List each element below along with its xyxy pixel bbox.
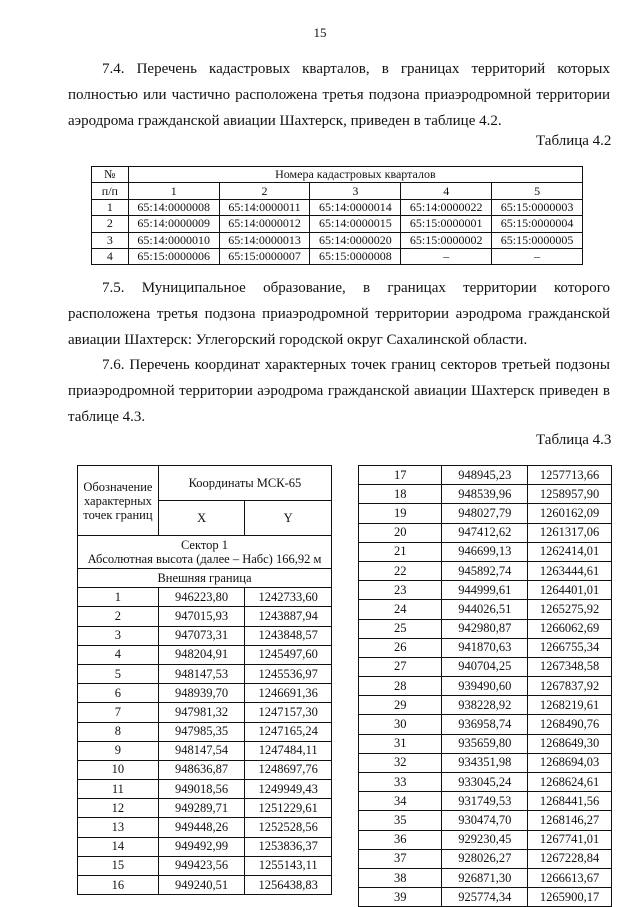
table-cell: 929230,45 [442, 830, 528, 849]
table-cell: 18 [359, 485, 442, 504]
table-cell: 948204,91 [158, 645, 245, 664]
t43-left-row [78, 799, 332, 818]
table-cell: 926871,30 [442, 868, 528, 887]
table-cell: 65:15:0000006 [128, 248, 219, 264]
t43-right-row [359, 542, 612, 561]
table-cell: 1268624,61 [528, 773, 612, 792]
table-cell: 1242733,60 [245, 588, 332, 607]
table-cell: 1247157,30 [245, 703, 332, 722]
t43-right-row [359, 466, 612, 485]
table-cell: 65:15:0000008 [310, 248, 401, 264]
table-cell: 947981,32 [158, 703, 245, 722]
table-cell: 7 [78, 703, 159, 722]
table-cell: 949018,56 [158, 780, 245, 799]
table-cell: 65:15:0000002 [401, 232, 492, 248]
table-cell: 934351,98 [442, 753, 528, 772]
table-cell: 1257713,66 [528, 466, 612, 485]
table-cell: 25 [359, 619, 442, 638]
table-cell: 1263444,61 [528, 561, 612, 580]
table-cell: 945892,74 [442, 561, 528, 580]
t43-right-row [359, 657, 612, 676]
table-cell: 1267741,01 [528, 830, 612, 849]
table-cell: 65:14:0000008 [128, 199, 219, 215]
table-cell: 1260162,09 [528, 504, 612, 523]
table-cell: – [492, 248, 583, 264]
table-cell: 1 [78, 588, 159, 607]
table-cell: 940704,25 [442, 657, 528, 676]
table-cell: 949492,99 [158, 837, 245, 856]
t43-left-row [78, 760, 332, 779]
table-4-3-right [358, 465, 612, 907]
table-cell: 928026,27 [442, 849, 528, 868]
table-cell: 942980,87 [442, 619, 528, 638]
table-cell: 35 [359, 811, 442, 830]
table-cell: 1268219,61 [528, 696, 612, 715]
table-cell: 941870,63 [442, 638, 528, 657]
table-cell: 1245497,60 [245, 645, 332, 664]
t43-left-row [78, 837, 332, 856]
t43-left-row [78, 684, 332, 703]
table-cell: 17 [359, 466, 442, 485]
table-cell: 65:15:0000005 [492, 232, 583, 248]
table-cell: 16 [78, 876, 159, 895]
paragraph-7-4-text: 7.4. Перечень кадастровых кварталов, в границах территорий которых полностью или частично расположена третья подзона приаэродромной территории аэродрома гражданской авиации Шахтерск, приведен в таблице 4.2. [68, 61, 610, 129]
table-cell: 948945,23 [442, 466, 528, 485]
t43-right-row [359, 638, 612, 657]
table-cell: 948027,79 [442, 504, 528, 523]
table-cell: 1262414,01 [528, 542, 612, 561]
table-cell: 1 [92, 199, 129, 215]
table-cell: 65:14:0000012 [219, 216, 310, 232]
table-cell: 65:14:0000010 [128, 232, 219, 248]
table-cell: 930474,70 [442, 811, 528, 830]
table-cell: 3 [92, 232, 129, 248]
table-cell: 1268441,56 [528, 792, 612, 811]
t42-row [92, 248, 583, 264]
table-cell: 1265900,17 [528, 888, 612, 907]
t43-right-body [359, 466, 612, 907]
t43-left-row [78, 856, 332, 875]
table-cell: 1251229,61 [245, 799, 332, 818]
table-cell: 947015,93 [158, 607, 245, 626]
table-cell: 1258957,90 [528, 485, 612, 504]
t43-left-row [78, 780, 332, 799]
table-cell: 949423,56 [158, 856, 245, 875]
t42-row [92, 232, 583, 248]
table-cell: 1247484,11 [245, 741, 332, 760]
t43-right-row [359, 773, 612, 792]
table-cell: 2 [92, 216, 129, 232]
table-cell: 32 [359, 753, 442, 772]
table-cell: 936958,74 [442, 715, 528, 734]
table-cell: 14 [78, 837, 159, 856]
table-cell: 1248697,76 [245, 760, 332, 779]
t43-left-row [78, 588, 332, 607]
table-cell: 1249949,43 [245, 780, 332, 799]
t43-left-row [78, 741, 332, 760]
table-cell: 22 [359, 561, 442, 580]
table-4-2 [91, 166, 583, 265]
table-cell: 29 [359, 696, 442, 715]
paragraph-7-6-text: 7.6. Перечень координат характерных точек границ секторов третьей подзоны приаэродромной территории аэродрома гражданской авиации Шахтерск приведен в таблице 4.3. [68, 357, 610, 425]
t43-right-row [359, 811, 612, 830]
table-cell: 27 [359, 657, 442, 676]
t43-right-row [359, 715, 612, 734]
t43-right-row [359, 849, 612, 868]
table-cell: 65:14:0000013 [219, 232, 310, 248]
table-cell: 65:14:0000009 [128, 216, 219, 232]
table-cell: 24 [359, 600, 442, 619]
t43-left-body [78, 588, 332, 895]
table-cell: 36 [359, 830, 442, 849]
table-cell: 1268649,30 [528, 734, 612, 753]
table-cell: 1267837,92 [528, 677, 612, 696]
table-cell: 1245536,97 [245, 664, 332, 683]
table-cell: 11 [78, 780, 159, 799]
t43-right-row [359, 523, 612, 542]
t43-left-row [78, 626, 332, 645]
table-cell: 65:14:0000022 [401, 199, 492, 215]
table-cell: 1266755,34 [528, 638, 612, 657]
table-cell: 1255143,11 [245, 856, 332, 875]
paragraph-7-4 [68, 56, 610, 134]
table-cell: 944026,51 [442, 600, 528, 619]
table-cell: 1243848,57 [245, 626, 332, 645]
t43-header-y: Y [245, 501, 332, 536]
t43-right-row [359, 734, 612, 753]
t42-header-num-2: п/п [92, 183, 129, 199]
table-cell: 65:15:0000003 [492, 199, 583, 215]
table-cell: 938228,92 [442, 696, 528, 715]
t43-right-row [359, 485, 612, 504]
t43-boundary: Внешняя граница [78, 569, 332, 588]
table-cell: 949240,51 [158, 876, 245, 895]
t42-row [92, 216, 583, 232]
t43-left-row [78, 664, 332, 683]
t42-col-header: 4 [401, 183, 492, 199]
table-cell: 1261317,06 [528, 523, 612, 542]
t43-right-row [359, 696, 612, 715]
t42-col-header: 3 [310, 183, 401, 199]
t43-right-row [359, 830, 612, 849]
table-cell: 948939,70 [158, 684, 245, 703]
t43-right-row [359, 581, 612, 600]
table-cell: 1264401,01 [528, 581, 612, 600]
table-cell: 1256438,83 [245, 876, 332, 895]
table-cell: 1267348,58 [528, 657, 612, 676]
table-cell: 949448,26 [158, 818, 245, 837]
table-cell: 12 [78, 799, 159, 818]
table-cell: 933045,24 [442, 773, 528, 792]
table-cell: 65:15:0000007 [219, 248, 310, 264]
table-cell: 1266062,69 [528, 619, 612, 638]
table-4-3-left [77, 465, 332, 895]
t43-right-row [359, 868, 612, 887]
table-cell: 1246691,36 [245, 684, 332, 703]
t43-right-row [359, 561, 612, 580]
t42-col-header: 2 [219, 183, 310, 199]
table-cell: 946223,80 [158, 588, 245, 607]
t42-header-num-1: № [92, 167, 129, 183]
table-cell: 21 [359, 542, 442, 561]
table-cell: 948147,53 [158, 664, 245, 683]
t43-left-row [78, 876, 332, 895]
table-cell: 1268694,03 [528, 753, 612, 772]
table-cell: 15 [78, 856, 159, 875]
table-cell: 1267228,84 [528, 849, 612, 868]
table-cell: 65:14:0000011 [219, 199, 310, 215]
table-cell: 38 [359, 868, 442, 887]
table-cell: 28 [359, 677, 442, 696]
table-cell: 6 [78, 684, 159, 703]
table-cell: 1268146,27 [528, 811, 612, 830]
table-cell: 65:15:0000001 [401, 216, 492, 232]
table-cell: 948636,87 [158, 760, 245, 779]
t42-header-group: Номера кадастровых кварталов [128, 167, 582, 183]
t43-sector [78, 536, 332, 569]
table-cell: – [401, 248, 492, 264]
table-cell: 2 [78, 607, 159, 626]
table-cell: 4 [78, 645, 159, 664]
table-cell: 1266613,67 [528, 868, 612, 887]
table-cell: 65:15:0000004 [492, 216, 583, 232]
table-cell: 946699,13 [442, 542, 528, 561]
table-cell: 26 [359, 638, 442, 657]
table-cell: 8 [78, 722, 159, 741]
table-cell: 30 [359, 715, 442, 734]
table-cell: 944999,61 [442, 581, 528, 600]
t43-left-row [78, 607, 332, 626]
table-cell: 925774,34 [442, 888, 528, 907]
t43-right-row [359, 888, 612, 907]
t43-header-coords: Координаты МСК-65 [158, 466, 331, 501]
t43-header-x: X [158, 501, 245, 536]
t42-body [92, 199, 583, 265]
table-cell: 935659,80 [442, 734, 528, 753]
table-cell: 947412,62 [442, 523, 528, 542]
t43-header-point: Обозначение характерных точек границ [78, 466, 159, 536]
page-number: 15 [313, 25, 327, 40]
table-cell: 65:14:0000020 [310, 232, 401, 248]
table-cell: 1247165,24 [245, 722, 332, 741]
table-cell: 39 [359, 888, 442, 907]
t43-sector-height: Абсолютная высота (далее – Набс) 166,92 м [87, 552, 322, 566]
table-cell: 939490,60 [442, 677, 528, 696]
table-cell: 1268490,76 [528, 715, 612, 734]
paragraph-7-5-text: 7.5. Муниципальное образование, в границах территории которого расположена третья подзона приаэродромной территории аэродрома гражданской авиации Шахтерск: Углегорский городской округ Сахалинской области. [68, 280, 610, 348]
t43-left-row [78, 645, 332, 664]
t43-left-row [78, 722, 332, 741]
t43-left-row [78, 703, 332, 722]
t42-col-header: 1 [128, 183, 219, 199]
table-cell: 948147,54 [158, 741, 245, 760]
table-cell: 947985,35 [158, 722, 245, 741]
t43-right-row [359, 753, 612, 772]
paragraph-7-6 [68, 352, 610, 430]
table-cell: 5 [78, 664, 159, 683]
table-cell: 948539,96 [442, 485, 528, 504]
t43-right-row [359, 792, 612, 811]
table-cell: 9 [78, 741, 159, 760]
t43-right-row [359, 600, 612, 619]
table-cell: 34 [359, 792, 442, 811]
t42-col-header: 5 [492, 183, 583, 199]
table-cell: 10 [78, 760, 159, 779]
table-cell: 3 [78, 626, 159, 645]
t43-right-row [359, 619, 612, 638]
t43-sector-title: Сектор 1 [180, 538, 229, 552]
table-cell: 19 [359, 504, 442, 523]
t43-right-row [359, 504, 612, 523]
table-cell: 1243887,94 [245, 607, 332, 626]
t43-left-row [78, 818, 332, 837]
table-cell: 31 [359, 734, 442, 753]
table-cell: 20 [359, 523, 442, 542]
table-cell: 947073,31 [158, 626, 245, 645]
table-cell: 37 [359, 849, 442, 868]
table-cell: 65:14:0000015 [310, 216, 401, 232]
table-cell: 65:14:0000014 [310, 199, 401, 215]
table-cell: 931749,53 [442, 792, 528, 811]
paragraph-7-5 [68, 275, 610, 353]
table-cell: 1265275,92 [528, 600, 612, 619]
table-4-3-caption: Таблица 4.3 [536, 432, 612, 448]
table-cell: 949289,71 [158, 799, 245, 818]
table-cell: 23 [359, 581, 442, 600]
table-cell: 33 [359, 773, 442, 792]
table-cell: 4 [92, 248, 129, 264]
table-4-2-caption: Таблица 4.2 [536, 133, 612, 149]
table-cell: 1252528,56 [245, 818, 332, 837]
table-cell: 13 [78, 818, 159, 837]
t42-row [92, 199, 583, 215]
table-cell: 1253836,37 [245, 837, 332, 856]
t43-right-row [359, 677, 612, 696]
